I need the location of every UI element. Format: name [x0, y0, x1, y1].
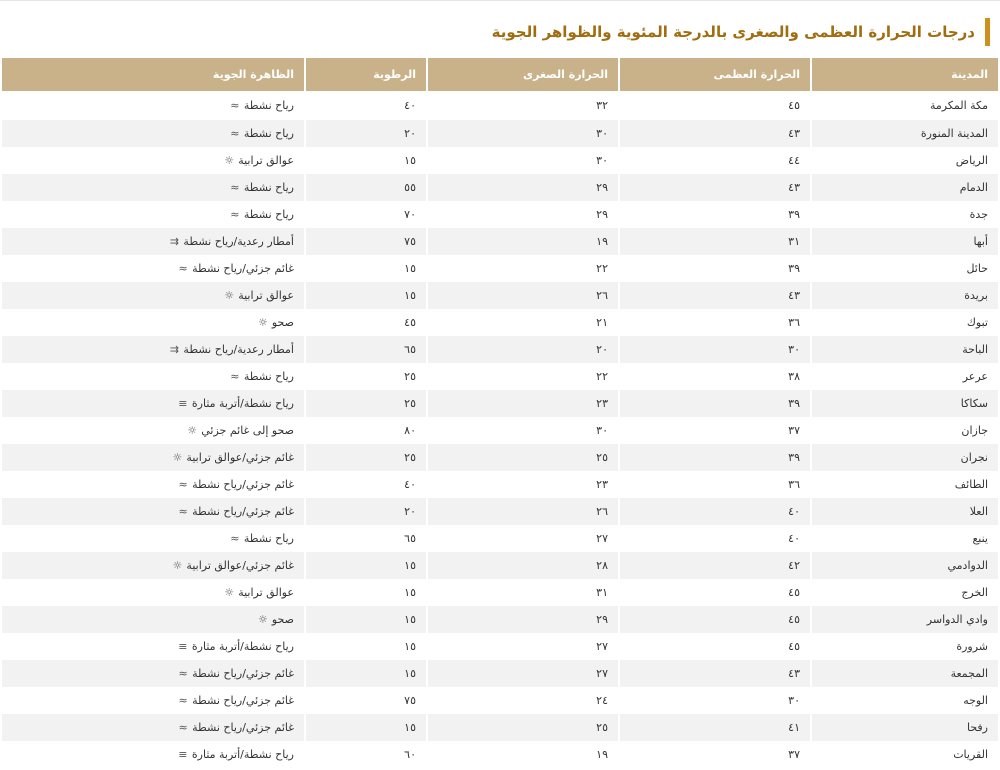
- table-body: [2, 91, 998, 768]
- humidity-cell: ٧٥: [304, 228, 426, 255]
- weather-cell: [2, 363, 304, 390]
- max-temp-cell: ٣٦: [618, 471, 810, 498]
- weather-description: [177, 694, 294, 707]
- weather-description: [177, 478, 294, 491]
- wind-icon: ≈: [230, 532, 240, 545]
- city-cell: ينبع: [810, 525, 998, 552]
- weather-description: [177, 640, 294, 653]
- cloud-wind-icon: ≈: [178, 505, 188, 518]
- table-header-row: [2, 58, 998, 91]
- top-divider: [0, 0, 1000, 4]
- city-cell: نجران: [810, 444, 998, 471]
- weather-cell: [2, 606, 304, 633]
- max-temp-cell: ٣٨: [618, 363, 810, 390]
- weather-description: [168, 235, 294, 248]
- max-temp-cell: ٤٣: [618, 120, 810, 147]
- max-temp-cell: ٤٤: [618, 147, 810, 174]
- weather-description: [168, 343, 294, 356]
- table-row: [2, 471, 998, 498]
- column-header-humidity: الرطوبة: [304, 58, 426, 91]
- weather-text: رياح نشطة: [243, 370, 294, 383]
- weather-text: رياح نشطة: [243, 99, 294, 112]
- weather-description: [186, 424, 294, 437]
- humidity-cell: ٤٥: [304, 309, 426, 336]
- table-row: [2, 336, 998, 363]
- table-row: [2, 91, 998, 120]
- min-temp-cell: ١٩: [426, 741, 618, 768]
- weather-description: [177, 721, 294, 734]
- min-temp-cell: ٢٩: [426, 201, 618, 228]
- weather-cell: [2, 498, 304, 525]
- weather-text: أمطار رعدية/رياح نشطة: [183, 235, 294, 248]
- humidity-cell: ٥٥: [304, 174, 426, 201]
- wind-icon: ≈: [230, 127, 240, 140]
- min-temp-cell: ٢٥: [426, 714, 618, 741]
- min-temp-cell: ٢٩: [426, 174, 618, 201]
- max-temp-cell: ٤٥: [618, 606, 810, 633]
- weather-text: غائم جزئي/رياح نشطة: [192, 667, 294, 680]
- weather-description: [177, 667, 294, 680]
- table-row: [2, 255, 998, 282]
- weather-text: عوالق ترابية: [238, 586, 294, 599]
- city-cell: تبوك: [810, 309, 998, 336]
- max-temp-cell: ٤٣: [618, 174, 810, 201]
- city-cell: الوجه: [810, 687, 998, 714]
- weather-text: رياح نشطة: [243, 181, 294, 194]
- city-cell: الخرج: [810, 579, 998, 606]
- humidity-cell: ٤٠: [304, 91, 426, 120]
- table-row: [2, 714, 998, 741]
- humidity-cell: ٢٠: [304, 498, 426, 525]
- max-temp-cell: ٣٦: [618, 309, 810, 336]
- cloud-wind-icon: ≈: [178, 694, 188, 707]
- humidity-cell: ١٥: [304, 606, 426, 633]
- min-temp-cell: ٣٠: [426, 417, 618, 444]
- weather-description: [177, 262, 294, 275]
- max-temp-cell: ٣٧: [618, 417, 810, 444]
- max-temp-cell: ٤١: [618, 714, 810, 741]
- max-temp-cell: ٣٩: [618, 201, 810, 228]
- humidity-cell: ٦٥: [304, 336, 426, 363]
- city-cell: القريات: [810, 741, 998, 768]
- wind-icon: ≈: [230, 181, 240, 194]
- humidity-cell: ١٥: [304, 282, 426, 309]
- humidity-cell: ٦٠: [304, 741, 426, 768]
- thunder-wind-icon: ⇉: [169, 343, 180, 356]
- weather-description: [229, 99, 294, 112]
- table-row: [2, 525, 998, 552]
- humidity-cell: ١٥: [304, 633, 426, 660]
- column-header-weather: الظاهرة الجوية: [2, 58, 304, 91]
- weather-cell: [2, 201, 304, 228]
- weather-text: غائم جزئي/رياح نشطة: [192, 262, 294, 275]
- weather-description: [223, 586, 294, 599]
- weather-cell: [2, 336, 304, 363]
- humidity-cell: ٢٥: [304, 444, 426, 471]
- table-row: [2, 687, 998, 714]
- max-temp-cell: ٣٧: [618, 741, 810, 768]
- weather-text: رياح نشطة: [243, 127, 294, 140]
- cloud-wind-icon: ≈: [178, 262, 188, 275]
- weather-description: [223, 289, 294, 302]
- weather-cell: [2, 552, 304, 579]
- weather-cell: [2, 579, 304, 606]
- city-cell: بريدة: [810, 282, 998, 309]
- humidity-cell: ٢٠: [304, 120, 426, 147]
- page-title: درجات الحرارة العظمى والصغرى بالدرجة المئوية والظواهر الجوية: [491, 23, 975, 41]
- weather-description: [171, 451, 294, 464]
- wind-icon: ≈: [230, 370, 240, 383]
- humidity-cell: ٤٠: [304, 471, 426, 498]
- min-temp-cell: ٢٩: [426, 606, 618, 633]
- min-temp-cell: ٢٧: [426, 633, 618, 660]
- weather-cell: [2, 525, 304, 552]
- weather-cell: [2, 741, 304, 768]
- table-row: [2, 579, 998, 606]
- sun-icon: ☼: [257, 316, 268, 329]
- city-cell: الباحة: [810, 336, 998, 363]
- min-temp-cell: ٢٦: [426, 498, 618, 525]
- max-temp-cell: ٤٠: [618, 498, 810, 525]
- weather-text: رياح نشطة/أتربة مثارة: [191, 640, 294, 653]
- weather-cell: [2, 390, 304, 417]
- table-row: [2, 444, 998, 471]
- min-temp-cell: ٢٧: [426, 525, 618, 552]
- weather-text: غائم جزئي/عوالق ترابية: [186, 451, 294, 464]
- min-temp-cell: ٢٣: [426, 471, 618, 498]
- weather-cell: [2, 147, 304, 174]
- column-header-max-temp: الحرارة العظمى: [618, 58, 810, 91]
- weather-table-container: [2, 58, 998, 768]
- weather-cell: [2, 228, 304, 255]
- city-cell: المدينة المنورة: [810, 120, 998, 147]
- max-temp-cell: ٣٠: [618, 336, 810, 363]
- min-temp-cell: ١٩: [426, 228, 618, 255]
- cloud-wind-icon: ≈: [178, 478, 188, 491]
- city-cell: جدة: [810, 201, 998, 228]
- weather-cell: [2, 120, 304, 147]
- min-temp-cell: ٢٢: [426, 363, 618, 390]
- city-cell: الدمام: [810, 174, 998, 201]
- weather-table: [2, 58, 998, 768]
- max-temp-cell: ٤٣: [618, 282, 810, 309]
- min-temp-cell: ٢٢: [426, 255, 618, 282]
- weather-description: [229, 532, 294, 545]
- table-row: [2, 552, 998, 579]
- city-cell: الدوادمي: [810, 552, 998, 579]
- sun-icon: ☼: [257, 613, 268, 626]
- humidity-cell: ١٥: [304, 255, 426, 282]
- humidity-cell: ١٥: [304, 579, 426, 606]
- humidity-cell: ٧٠: [304, 201, 426, 228]
- weather-text: غائم جزئي/رياح نشطة: [192, 478, 294, 491]
- min-temp-cell: ٣٢: [426, 91, 618, 120]
- weather-description: [177, 397, 294, 410]
- city-cell: الرياض: [810, 147, 998, 174]
- humidity-cell: ٨٠: [304, 417, 426, 444]
- weather-cell: [2, 660, 304, 687]
- table-row: [2, 201, 998, 228]
- max-temp-cell: ٣٠: [618, 687, 810, 714]
- cloud-wind-icon: ≈: [178, 721, 188, 734]
- min-temp-cell: ٢٠: [426, 336, 618, 363]
- max-temp-cell: ٤٥: [618, 633, 810, 660]
- weather-text: غائم جزئي/عوالق ترابية: [186, 559, 294, 572]
- weather-description: [229, 370, 294, 383]
- weather-description: [223, 154, 294, 167]
- table-row: [2, 309, 998, 336]
- table-row: [2, 633, 998, 660]
- section-title: [492, 18, 990, 46]
- weather-cell: [2, 471, 304, 498]
- city-cell: وادي الدواسر: [810, 606, 998, 633]
- city-cell: العلا: [810, 498, 998, 525]
- max-temp-cell: ٤٠: [618, 525, 810, 552]
- weather-text: رياح نشطة: [243, 208, 294, 221]
- humidity-cell: ١٥: [304, 147, 426, 174]
- weather-cell: [2, 633, 304, 660]
- min-temp-cell: ٢٤: [426, 687, 618, 714]
- table-row: [2, 282, 998, 309]
- table-row: [2, 147, 998, 174]
- city-cell: الطائف: [810, 471, 998, 498]
- sun-cloud-icon: ☼: [187, 424, 198, 437]
- dusty-sun-icon: ☼: [224, 154, 235, 167]
- weather-cell: [2, 309, 304, 336]
- city-cell: جازان: [810, 417, 998, 444]
- max-temp-cell: ٣٩: [618, 444, 810, 471]
- title-accent-bar: [985, 18, 990, 46]
- weather-text: رياح نشطة/أتربة مثارة: [191, 397, 294, 410]
- weather-text: عوالق ترابية: [238, 154, 294, 167]
- weather-text: صحو: [271, 316, 294, 329]
- cloud-wind-icon: ≈: [178, 667, 188, 680]
- weather-description: [229, 127, 294, 140]
- city-cell: شرورة: [810, 633, 998, 660]
- weather-cell: [2, 282, 304, 309]
- weather-text: رياح نشطة: [243, 532, 294, 545]
- blowing-dust-icon: ≡: [178, 640, 188, 653]
- thunder-wind-icon: ⇉: [169, 235, 180, 248]
- table-row: [2, 120, 998, 147]
- column-header-city: المدينة: [810, 58, 998, 91]
- city-cell: حائل: [810, 255, 998, 282]
- max-temp-cell: ٣١: [618, 228, 810, 255]
- min-temp-cell: ٢٥: [426, 444, 618, 471]
- max-temp-cell: ٤٥: [618, 91, 810, 120]
- table-row: [2, 174, 998, 201]
- table-row: [2, 498, 998, 525]
- weather-cell: [2, 714, 304, 741]
- table-row: [2, 363, 998, 390]
- table-row: [2, 606, 998, 633]
- weather-cell: [2, 687, 304, 714]
- weather-description: [229, 208, 294, 221]
- min-temp-cell: ٢٨: [426, 552, 618, 579]
- max-temp-cell: ٤٥: [618, 579, 810, 606]
- wind-icon: ≈: [230, 208, 240, 221]
- city-cell: عرعر: [810, 363, 998, 390]
- weather-text: أمطار رعدية/رياح نشطة: [183, 343, 294, 356]
- max-temp-cell: ٤٢: [618, 552, 810, 579]
- dusty-sun-icon: ☼: [172, 451, 183, 464]
- weather-description: [229, 181, 294, 194]
- weather-text: رياح نشطة/أتربة مثارة: [191, 748, 294, 761]
- min-temp-cell: ٣٠: [426, 120, 618, 147]
- blowing-dust-icon: ≡: [178, 397, 188, 410]
- table-row: [2, 390, 998, 417]
- table-row: [2, 228, 998, 255]
- table-row: [2, 417, 998, 444]
- weather-description: [177, 748, 294, 761]
- wind-icon: ≈: [230, 99, 240, 112]
- humidity-cell: ٦٥: [304, 525, 426, 552]
- column-header-min-temp: الحرارة الصغرى: [426, 58, 618, 91]
- weather-cell: [2, 91, 304, 120]
- city-cell: أبها: [810, 228, 998, 255]
- blowing-dust-icon: ≡: [178, 748, 188, 761]
- max-temp-cell: ٣٩: [618, 255, 810, 282]
- city-cell: سكاكا: [810, 390, 998, 417]
- weather-text: غائم جزئي/رياح نشطة: [192, 694, 294, 707]
- dusty-sun-icon: ☼: [172, 559, 183, 572]
- humidity-cell: ١٥: [304, 660, 426, 687]
- weather-cell: [2, 174, 304, 201]
- weather-cell: [2, 417, 304, 444]
- table-row: [2, 741, 998, 768]
- humidity-cell: ٧٥: [304, 687, 426, 714]
- min-temp-cell: ٢١: [426, 309, 618, 336]
- city-cell: مكة المكرمة: [810, 91, 998, 120]
- table-row: [2, 660, 998, 687]
- humidity-cell: ٢٥: [304, 390, 426, 417]
- weather-text: صحو إلى غائم جزئي: [201, 424, 294, 437]
- min-temp-cell: ٢٦: [426, 282, 618, 309]
- min-temp-cell: ٣١: [426, 579, 618, 606]
- city-cell: المجمعة: [810, 660, 998, 687]
- weather-description: [171, 559, 294, 572]
- weather-text: غائم جزئي/رياح نشطة: [192, 505, 294, 518]
- min-temp-cell: ٣٠: [426, 147, 618, 174]
- weather-description: [257, 613, 294, 626]
- humidity-cell: ١٥: [304, 714, 426, 741]
- weather-text: عوالق ترابية: [238, 289, 294, 302]
- min-temp-cell: ٢٧: [426, 660, 618, 687]
- max-temp-cell: ٣٩: [618, 390, 810, 417]
- max-temp-cell: ٤٣: [618, 660, 810, 687]
- humidity-cell: ١٥: [304, 552, 426, 579]
- min-temp-cell: ٢٣: [426, 390, 618, 417]
- weather-cell: [2, 444, 304, 471]
- weather-text: صحو: [271, 613, 294, 626]
- humidity-cell: ٢٥: [304, 363, 426, 390]
- dusty-sun-icon: ☼: [224, 586, 235, 599]
- weather-text: غائم جزئي/رياح نشطة: [192, 721, 294, 734]
- dusty-sun-icon: ☼: [224, 289, 235, 302]
- weather-cell: [2, 255, 304, 282]
- weather-description: [177, 505, 294, 518]
- weather-description: [257, 316, 294, 329]
- city-cell: رفحا: [810, 714, 998, 741]
